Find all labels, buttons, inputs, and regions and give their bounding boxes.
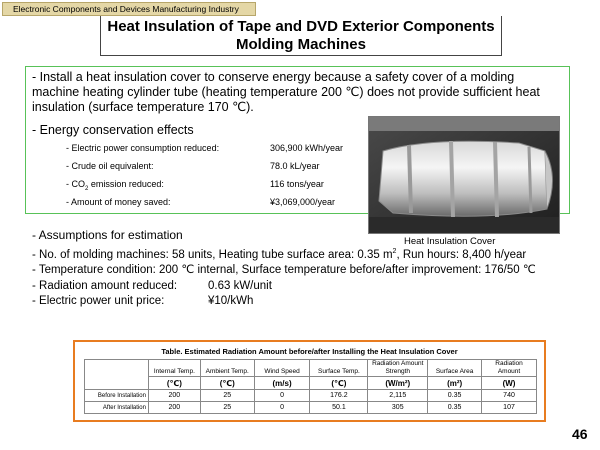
table-cell: 107 bbox=[482, 402, 537, 414]
column-header: Surface Temp. bbox=[310, 360, 368, 377]
effect-item bbox=[66, 196, 366, 210]
table-cell: 2,115 bbox=[368, 390, 428, 402]
effect-label bbox=[66, 178, 164, 195]
column-unit: (W/m²) bbox=[368, 377, 428, 390]
assumption-radiation bbox=[32, 279, 536, 295]
table-cell: 0.35 bbox=[428, 390, 482, 402]
column-unit: (℃) bbox=[310, 377, 368, 390]
table-caption: Table. Estimated Radiation Amount before/after Installing the Heat Insulation Cover bbox=[161, 347, 458, 356]
table-unit-row bbox=[85, 377, 537, 390]
effect-item bbox=[66, 142, 366, 156]
row-label: Before Installation bbox=[85, 390, 149, 402]
assumptions-heading: - Assumptions for estimation bbox=[32, 228, 183, 242]
title-line-1: Heat Insulation of Tape and DVD Exterior Components bbox=[107, 18, 495, 35]
assumption-machines bbox=[32, 244, 536, 263]
table-cell: 200 bbox=[148, 390, 200, 402]
table-row bbox=[85, 402, 537, 414]
effect-value: 306,900 kWh/year bbox=[270, 143, 344, 153]
price-value: ¥10/kWh bbox=[208, 295, 254, 308]
effects-heading: - Energy conservation effects bbox=[32, 123, 194, 137]
assumption-price bbox=[32, 294, 536, 310]
photo-caption: Heat Insulation Cover bbox=[404, 236, 496, 247]
column-header: Ambient Temp. bbox=[200, 360, 254, 377]
table-cell: 200 bbox=[148, 402, 200, 414]
effect-value: 116 tons/year bbox=[270, 179, 324, 189]
table-header-row bbox=[85, 360, 537, 377]
radiation-table bbox=[84, 359, 537, 414]
title-line-2: Molding Machines bbox=[235, 36, 366, 53]
effect-item bbox=[66, 178, 366, 192]
area-superscript: 2 bbox=[392, 248, 397, 255]
effect-label: - Electric power consumption reduced: bbox=[66, 143, 220, 153]
co2-prefix: - CO bbox=[66, 179, 85, 189]
table-cell: 740 bbox=[482, 390, 537, 402]
column-header: Radiation Amount Strength bbox=[368, 360, 428, 377]
insulated-cylinder-photo-icon bbox=[369, 117, 560, 234]
assumptions-list bbox=[32, 244, 536, 310]
radiation-table-frame bbox=[73, 340, 546, 422]
page-number: 46 bbox=[572, 426, 588, 442]
table-cell: 305 bbox=[368, 402, 428, 414]
machines-text: - No. of molding machines: 58 units, Heating tube surface area: 0.35 m bbox=[32, 248, 393, 261]
column-unit: (m²) bbox=[428, 377, 482, 390]
table-corner bbox=[85, 360, 149, 377]
row-label: After Installation bbox=[85, 402, 149, 414]
column-unit: (W) bbox=[482, 377, 537, 390]
effect-label: - Amount of money saved: bbox=[66, 197, 171, 207]
effect-value: ¥3,069,000/year bbox=[270, 197, 336, 207]
radiation-label: - Radiation amount reduced: bbox=[32, 279, 178, 292]
table-row bbox=[85, 390, 537, 402]
page-title bbox=[100, 16, 502, 56]
co2-subscript: 2 bbox=[85, 185, 89, 192]
effect-item bbox=[66, 160, 366, 174]
intro-text: - Install a heat insulation cover to conserve energy because a safety cover of a molding machine heating cylinder tube (heating temperature 200 ℃) does not provide sufficient heat insulation (surface temperature 170 ℃). bbox=[32, 70, 540, 114]
table-cell: 0 bbox=[254, 390, 310, 402]
co2-suffix: emission reduced: bbox=[88, 179, 164, 189]
effect-value: 78.0 kL/year bbox=[270, 161, 320, 171]
column-header: Surface Area bbox=[428, 360, 482, 377]
insulation-cover-photo bbox=[368, 116, 560, 234]
assumption-temperature: - Temperature condition: 200 ℃ internal, Surface temperature before/after improvement: 176/50 ℃ bbox=[32, 264, 536, 277]
table-cell: 0 bbox=[254, 402, 310, 414]
table-cell: 25 bbox=[200, 402, 254, 414]
column-unit: (℃) bbox=[200, 377, 254, 390]
column-header: Internal Temp. bbox=[148, 360, 200, 377]
column-unit: (℃) bbox=[148, 377, 200, 390]
machines-text-tail: , Run hours: 8,400 h/year bbox=[396, 248, 527, 261]
column-header: Wind Speed bbox=[254, 360, 310, 377]
table-corner bbox=[85, 377, 149, 390]
column-header: Radiation Amount bbox=[482, 360, 537, 377]
table-cell: 50.1 bbox=[310, 402, 368, 414]
effect-label: - Crude oil equivalent: bbox=[66, 161, 154, 171]
table-cell: 176.2 bbox=[310, 390, 368, 402]
industry-tag: Electronic Components and Devices Manufacturing Industry bbox=[2, 2, 256, 16]
table-cell: 25 bbox=[200, 390, 254, 402]
table-cell: 0.35 bbox=[428, 402, 482, 414]
price-label: - Electric power unit price: bbox=[32, 295, 165, 308]
column-unit: (m/s) bbox=[254, 377, 310, 390]
radiation-value: 0.63 kW/unit bbox=[208, 279, 272, 292]
